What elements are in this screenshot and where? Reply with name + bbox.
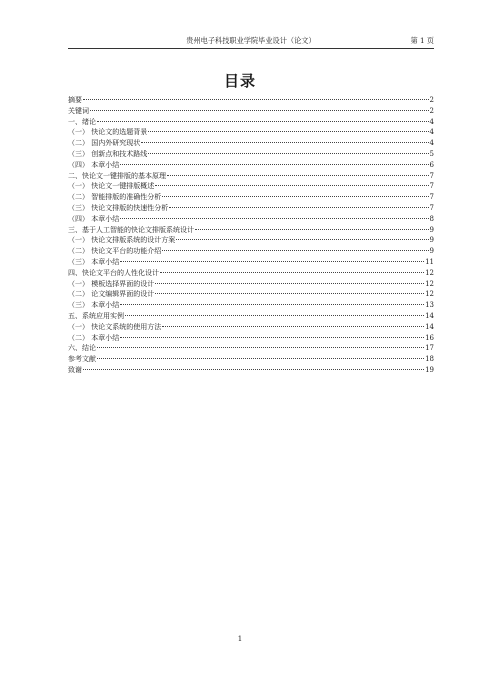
toc-entry[interactable]	[68, 279, 434, 290]
toc-entry-page: 12	[425, 290, 434, 299]
toc-entry[interactable]	[68, 322, 434, 333]
toc-entry[interactable]	[68, 333, 434, 344]
toc-entry-page: 12	[425, 268, 434, 277]
toc-entry[interactable]	[68, 192, 434, 203]
toc-entry-text: 三、基于人工智能的快论文排版系统设计	[68, 225, 194, 234]
toc-entry[interactable]	[68, 171, 434, 182]
toc-leader-dots	[155, 293, 424, 294]
toc-entry[interactable]	[68, 300, 434, 311]
toc-leader-dots	[162, 250, 428, 251]
toc-entry-page: 7	[429, 171, 434, 180]
toc-entry-text: （一） 快论文排版系统的设计方案	[68, 236, 176, 245]
toc-entry-text: （三） 创新点和技术路线	[68, 149, 148, 158]
toc-entry[interactable]	[68, 95, 434, 106]
toc-entry-page: 18	[425, 355, 434, 364]
toc-entry[interactable]	[68, 138, 434, 149]
toc-leader-dots	[195, 229, 429, 230]
toc-leader-dots	[155, 185, 428, 186]
toc-entry-page: 7	[429, 193, 434, 202]
header-page-label: 第 1 页	[410, 36, 434, 45]
toc-leader-dots	[97, 347, 424, 348]
toc-entry-text: 四、快论文平台的人性化设计	[68, 268, 159, 277]
toc-entry-page: 5	[429, 149, 434, 158]
toc-leader-dots	[155, 283, 424, 284]
toc-entry[interactable]	[68, 268, 434, 279]
toc-entry-text: 一、绪论	[68, 117, 96, 126]
toc-entry-text: 致谢	[68, 365, 82, 374]
table-of-contents	[68, 95, 434, 376]
toc-leader-dots	[141, 142, 428, 143]
toc-entry-text: 关键词	[68, 106, 89, 115]
toc-entry-page: 9	[429, 225, 434, 234]
toc-entry[interactable]	[68, 246, 434, 257]
toc-leader-dots	[120, 261, 424, 262]
header-rule	[68, 48, 434, 49]
toc-entry-text: （二） 本章小结	[68, 333, 120, 342]
toc-entry-page: 7	[429, 203, 434, 212]
toc-entry-text: （二） 国内外研究现状	[68, 139, 141, 148]
toc-entry-text: 摘要	[68, 96, 82, 104]
toc-entry-text: （三） 本章小结	[68, 301, 120, 310]
toc-entry-text: （一） 快论文的选题背景	[68, 128, 148, 137]
toc-entry-page: 7	[429, 182, 434, 191]
toc-entry-page: 12	[425, 279, 434, 288]
toc-entry-text: 二、快论文一键排版的基本原理	[68, 171, 166, 180]
toc-entry-page: 8	[429, 214, 434, 223]
toc-entry-page: 14	[425, 311, 434, 320]
toc-entry[interactable]	[68, 257, 434, 268]
toc-leader-dots	[148, 153, 428, 154]
toc-entry-text: （一） 快论文系统的使用方法	[68, 322, 162, 331]
toc-leader-dots	[97, 358, 424, 359]
toc-entry-page: 11	[425, 257, 434, 266]
toc-entry-page: 9	[429, 247, 434, 256]
toc-leader-dots	[120, 218, 428, 219]
toc-entry-text: （三） 本章小结	[68, 257, 120, 266]
toc-entry-text: （一） 快论文一键排版概述	[68, 182, 155, 191]
toc-entry[interactable]	[68, 181, 434, 192]
toc-entry[interactable]	[68, 127, 434, 138]
toc-leader-dots	[125, 315, 424, 316]
toc-leader-dots	[97, 121, 429, 122]
toc-entry[interactable]	[68, 365, 434, 376]
toc-entry[interactable]	[68, 289, 434, 300]
toc-entry[interactable]	[68, 235, 434, 246]
toc-leader-dots	[162, 326, 424, 327]
toc-entry-page: 14	[425, 322, 434, 331]
toc-entry-text: （二） 论文编辑界面的设计	[68, 290, 155, 299]
header-title: 贵州电子科技职业学院毕业设计（论文）	[186, 36, 316, 45]
toc-entry-page: 19	[425, 365, 434, 374]
toc-entry[interactable]	[68, 343, 434, 354]
toc-leader-dots	[162, 196, 428, 197]
toc-entry-page: 17	[425, 344, 434, 353]
toc-entry-text: （四） 本章小结	[68, 160, 120, 169]
toc-entry[interactable]	[68, 160, 434, 171]
toc-entry-page: 16	[425, 333, 434, 342]
toc-entry-page: 2	[429, 106, 434, 115]
toc-leader-dots	[120, 337, 424, 338]
toc-leader-dots	[120, 164, 428, 165]
toc-entry[interactable]	[68, 354, 434, 365]
toc-leader-dots	[83, 369, 424, 370]
toc-entry-text: （一） 模板选择界面的设计	[68, 279, 155, 288]
toc-entry-text: （三） 快论文排版的快速性分析	[68, 203, 169, 212]
toc-leader-dots	[148, 131, 428, 132]
toc-entry-text: 五、系统应用实例	[68, 311, 124, 320]
toc-entry-text: （二） 智能排版的准确性分析	[68, 193, 162, 202]
toc-entry-page: 9	[429, 236, 434, 245]
toc-entry[interactable]	[68, 225, 434, 236]
toc-entry-page: 4	[429, 128, 434, 137]
footer-page-number: 1	[237, 635, 243, 643]
toc-leader-dots	[90, 110, 429, 111]
toc-entry-page: 6	[429, 160, 434, 169]
toc-entry-page: 13	[425, 301, 434, 310]
toc-leader-dots	[83, 99, 429, 100]
toc-entry-text: 六、结论	[68, 344, 96, 353]
toc-entry[interactable]	[68, 214, 434, 225]
toc-entry-text: （四） 本章小结	[68, 214, 120, 223]
toc-entry-text: （二） 快论文平台的功能介绍	[68, 247, 162, 256]
toc-entry[interactable]	[68, 203, 434, 214]
toc-leader-dots	[169, 207, 428, 208]
toc-entry-page: 4	[429, 117, 434, 126]
toc-entry[interactable]	[68, 117, 434, 128]
toc-leader-dots	[167, 175, 429, 176]
toc-leader-dots	[120, 304, 424, 305]
page-header	[68, 34, 434, 48]
toc-entry-text: 参考文献	[68, 355, 96, 364]
toc-leader-dots	[160, 272, 424, 273]
toc-entry[interactable]	[68, 149, 434, 160]
toc-entry[interactable]	[68, 311, 434, 322]
toc-leader-dots	[176, 239, 428, 240]
toc-entry-page: 4	[429, 139, 434, 148]
toc-entry[interactable]	[68, 106, 434, 117]
toc-title: 目录	[223, 72, 256, 90]
toc-entry-page: 2	[429, 96, 434, 104]
